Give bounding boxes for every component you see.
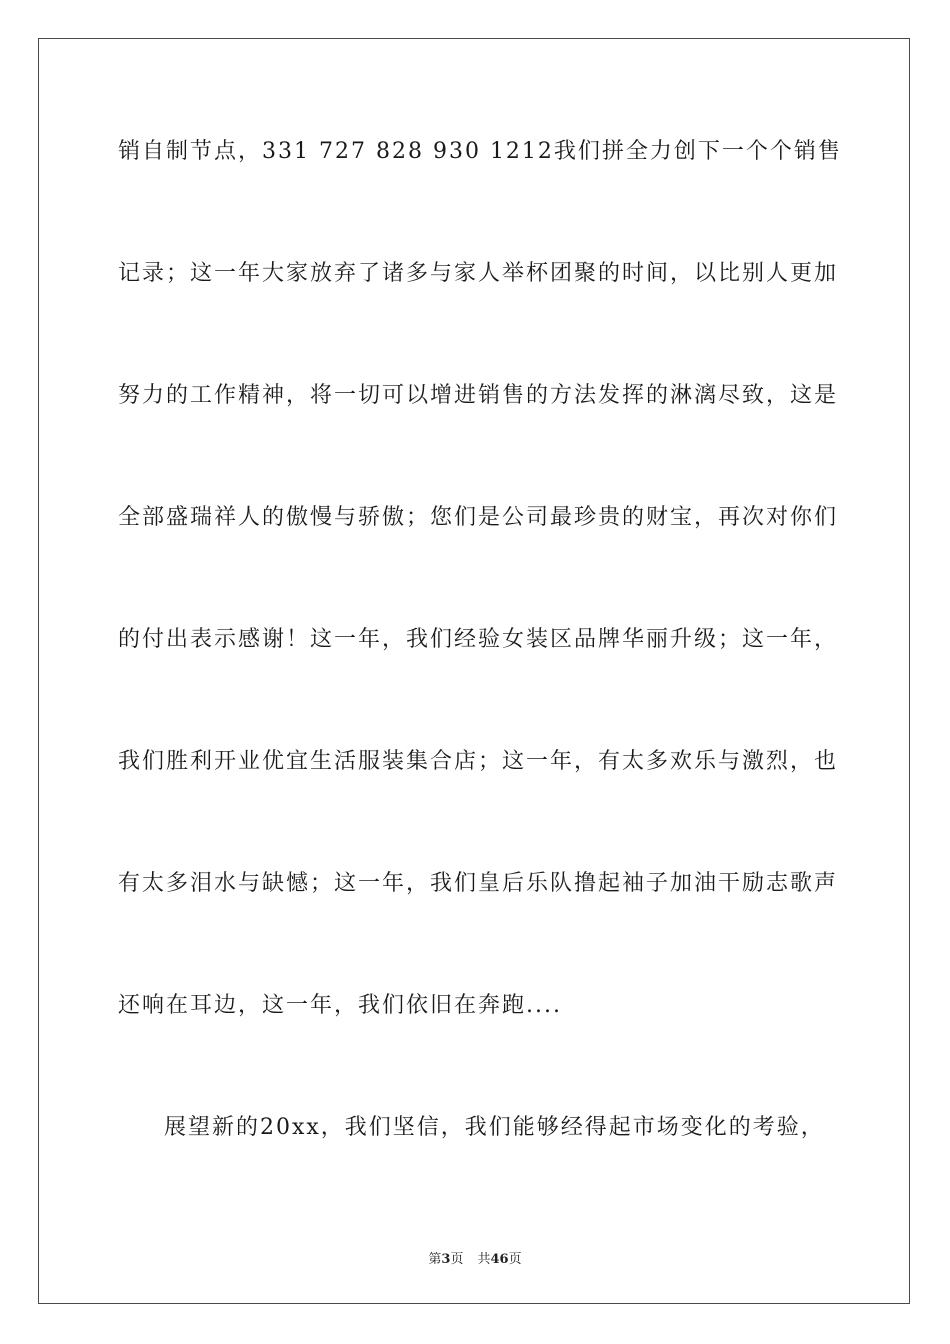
text-line: 我们胜利开业优宜生活服装集合店；这一年，有太多欢乐与激烈，也 <box>118 749 839 774</box>
document-body <box>118 128 842 1226</box>
text-line: 有太多泪水与缺憾；这一年，我们皇后乐队撸起袖子加油干励志歌声 <box>118 871 839 896</box>
page-label-prefix: 第 <box>428 1252 442 1267</box>
text-line: 销自制节点，331 727 828 930 1212我们拼全力创下一个个销售 <box>118 139 842 164</box>
current-page-number: 3 <box>441 1252 451 1267</box>
total-page-number: 46 <box>490 1252 509 1267</box>
text-line: 努力的工作精神，将一切可以增进销售的方法发挥的淋漓尽致，这是 <box>118 383 839 408</box>
text-line: 的付出表示感谢！这一年，我们经验女装区品牌华丽升级；这一年， <box>118 627 839 652</box>
paragraph-start-line: 展望新的20xx，我们坚信，我们能够经得起市场变化的考验， <box>164 1115 825 1140</box>
page-footer <box>0 1248 950 1267</box>
text-line: 记录；这一年大家放弃了诸多与家人举杯团聚的时间，以比别人更加 <box>118 261 839 286</box>
text-line: 还响在耳边，这一年，我们依旧在奔跑.... <box>118 993 562 1018</box>
text-line: 全部盛瑞祥人的傲慢与骄傲；您们是公司最珍贵的财宝，再次对你们 <box>118 505 839 530</box>
total-label-suffix: 页 <box>508 1252 522 1267</box>
total-label-prefix: 共 <box>477 1252 491 1267</box>
page-label-suffix: 页 <box>450 1252 464 1267</box>
